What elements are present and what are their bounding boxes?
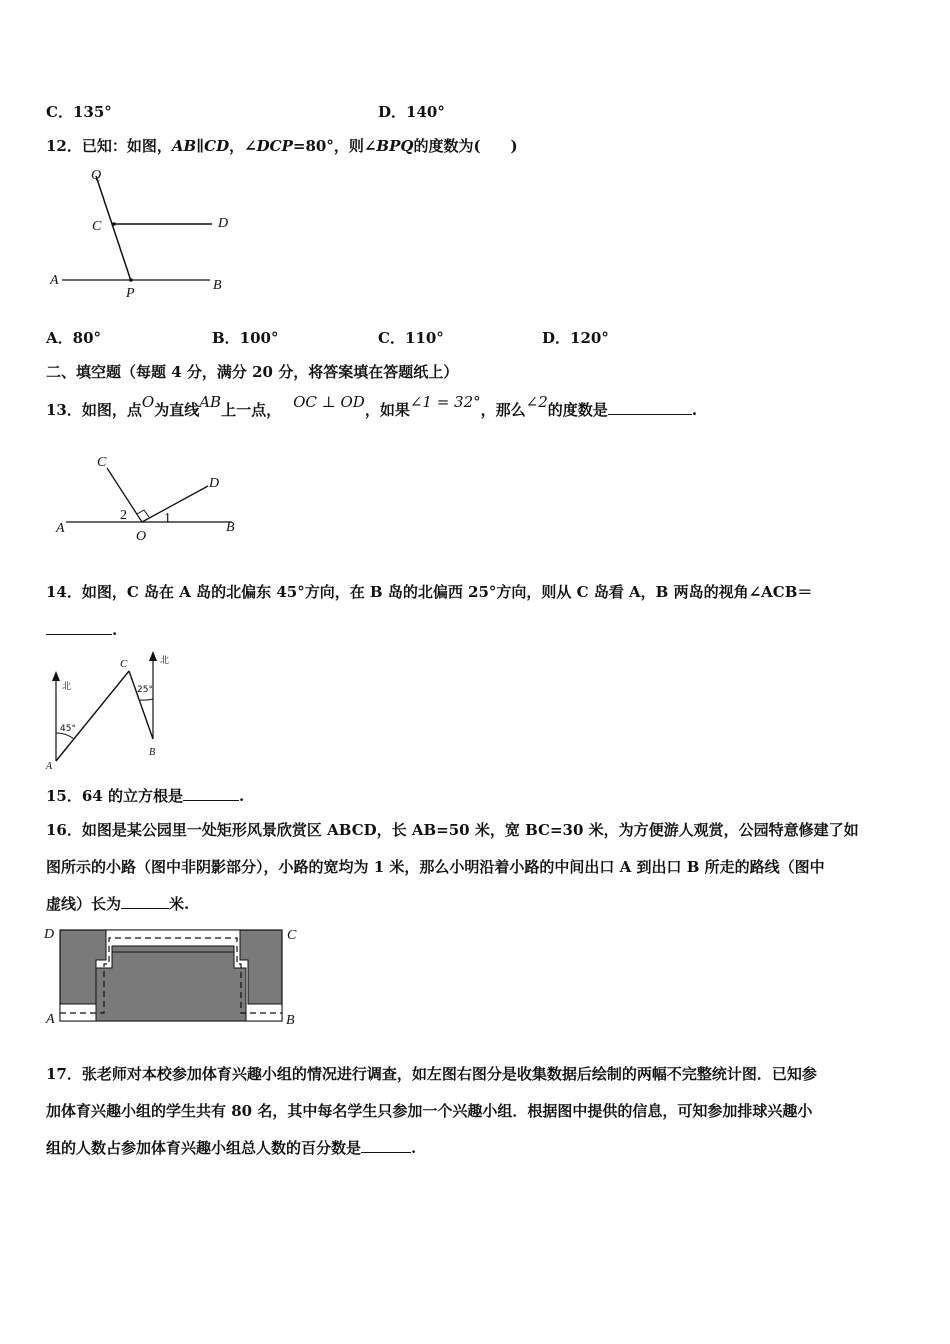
q13-label-2: 2 xyxy=(120,508,127,523)
q16-line1: 16．如图是某公园里一处矩形风景欣赏区 ABCD，长 AB=50 米，宽 BC=30 米，为方便游人观赏，公园特意修建了如 xyxy=(46,821,859,839)
q17-line3: 组的人数占参加体育兴趣小组总人数的百分数是 . xyxy=(46,1139,417,1157)
q14-label-25: 25° xyxy=(137,685,153,695)
q13-label-a: A xyxy=(56,521,65,536)
q13-label-c: C xyxy=(97,455,107,470)
q15-answer-blank[interactable] xyxy=(183,786,239,801)
q14-label-b: B xyxy=(149,747,156,758)
q11-option-c: C．135° xyxy=(46,103,112,121)
q17-line2: 加体育兴趣小组的学生共有 80 名，其中每名学生只参加一个兴趣小组．根据图中提供的信息，可知参加排球兴趣小 xyxy=(46,1102,813,1120)
q12-option-d: D．120° xyxy=(542,329,609,347)
q16-label-d: D xyxy=(44,927,55,942)
q13-answer-blank[interactable] xyxy=(608,400,692,415)
q16-label-b: B xyxy=(286,1013,295,1028)
q12-label-p: P xyxy=(126,286,135,301)
q17-answer-blank[interactable] xyxy=(361,1138,411,1153)
q13-label-b: B xyxy=(226,520,235,535)
q16-label-c: C xyxy=(287,928,297,943)
q12-label-d: D xyxy=(218,216,229,231)
q14-label-c: C xyxy=(120,658,128,670)
q16-answer-blank[interactable] xyxy=(121,894,169,909)
section-heading: 二、填空题（每题 4 分，满分 20 分，将答案填在答题纸上） xyxy=(46,363,459,381)
q15-stem: 15．64 的立方根是 . xyxy=(46,787,245,805)
q12-option-c: C．110° xyxy=(378,329,444,347)
q13-label-d: D xyxy=(209,476,220,491)
q12-label-a: A xyxy=(50,273,59,288)
q14-label-45: 45° xyxy=(60,724,76,734)
q16-label-a: A xyxy=(46,1012,55,1027)
q14-label-north2: 北 xyxy=(160,656,170,666)
q12-label-c: C xyxy=(92,219,102,234)
q16-line2: 图所示的小路（图中非阴影部分），小路的宽均为 1 米，那么小明沿着小路的中间出口 A 到出口 B 所走的路线（图中 xyxy=(46,858,825,876)
q16-line3: 虚线）长为 米. xyxy=(46,895,190,913)
q13-figure xyxy=(50,450,250,545)
q17-line1: 17．张老师对本校参加体育兴趣小组的情况进行调查，如左图右图分是收集数据后绘制的两幅不完整统计图．已知参 xyxy=(46,1065,817,1083)
q12-label-b: B xyxy=(213,278,222,293)
q11-option-d: D．140° xyxy=(378,103,445,121)
q12-option-a: A．80° xyxy=(46,329,102,347)
q13-stem: 13．如图，点O为直线AB上一点， OC ⊥ OD，如果∠1 = 32°，那么∠2的度数是 . xyxy=(46,393,698,419)
q12-option-b: B．100° xyxy=(212,329,279,347)
q14-answer-line: . xyxy=(46,620,117,640)
q14-label-north1: 北 xyxy=(62,682,72,692)
q14-answer-blank[interactable] xyxy=(46,620,112,635)
q12-figure xyxy=(40,160,240,305)
q14-label-a: A xyxy=(46,761,53,772)
q13-label-1: 1 xyxy=(164,511,171,526)
q16-figure xyxy=(40,922,310,1032)
q12-label-q: Q xyxy=(91,168,102,183)
q14-figure xyxy=(40,645,190,775)
q12-stem: 12．已知：如图，AB∥CD，∠DCP=80°，则∠BPQ的度数为( ) xyxy=(46,137,518,155)
q14-stem: 14．如图，C 岛在 A 岛的北偏东 45°方向，在 B 岛的北偏西 25°方向，则从 C 岛看 A，B 两岛的视角∠ACB＝ xyxy=(46,583,813,601)
q13-label-o: O xyxy=(136,529,147,544)
